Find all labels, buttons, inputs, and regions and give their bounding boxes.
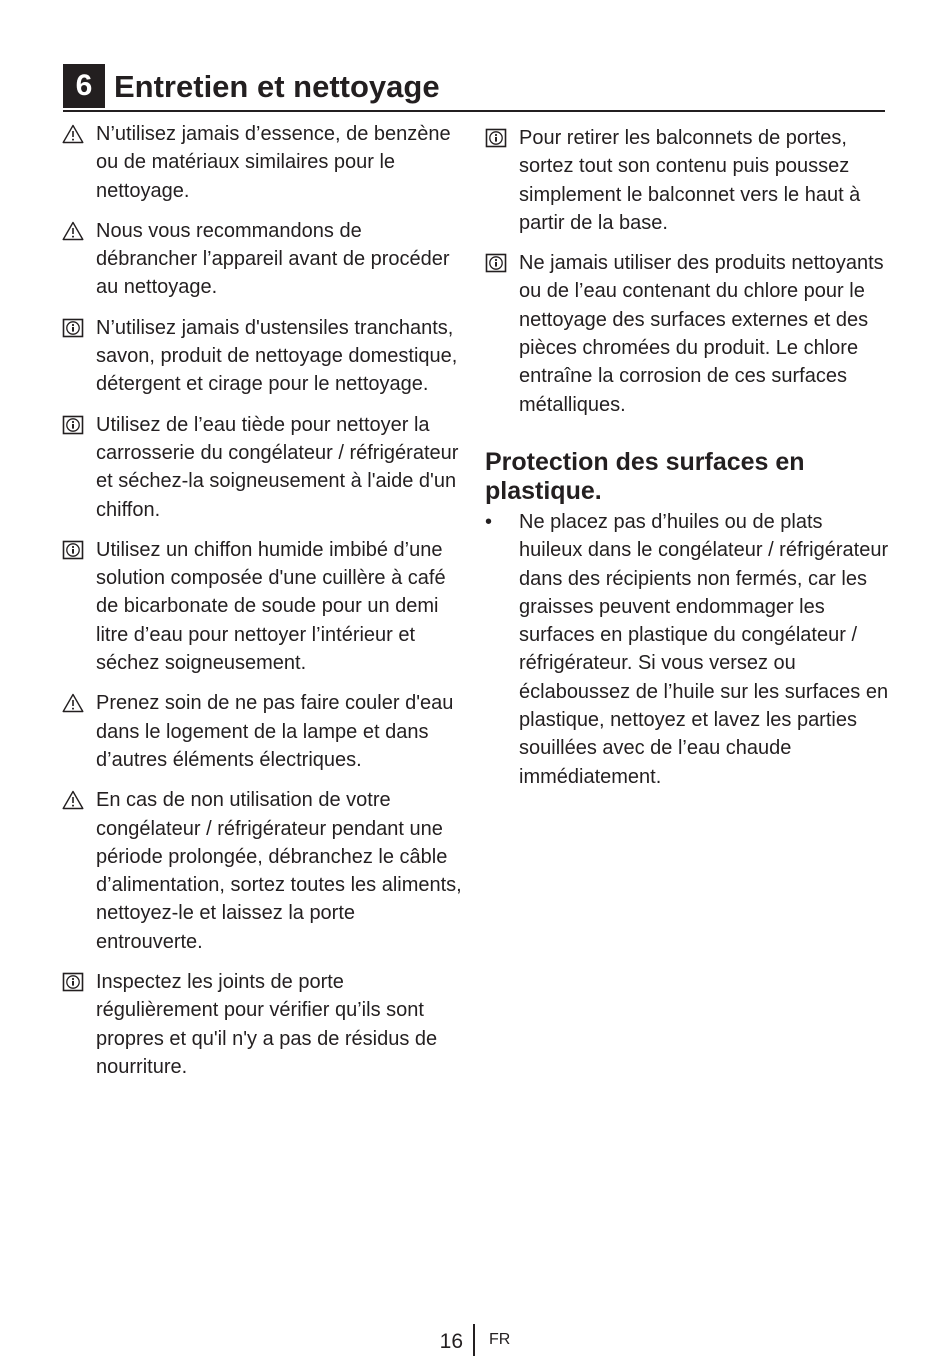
page-number: 16 <box>439 1330 463 1353</box>
warning-icon <box>62 124 84 144</box>
right-column <box>485 124 890 791</box>
instruction-text: N’utilisez jamais d'ustensiles tranchants, savon, produit de nettoyage domestique, détergent et cirage pour le nettoyage. <box>96 316 458 396</box>
instruction-item <box>62 217 467 302</box>
instruction-text: Ne jamais utiliser des produits nettoyants ou de l’eau contenant du chlore pour le nettoyage des surfaces externes et des pièces chromées du produit. Le chlore entraîne la corrosion de ces surfaces métalliques. <box>519 252 884 416</box>
instruction-item <box>62 314 467 399</box>
footer-divider <box>473 1324 475 1356</box>
warning-icon <box>62 790 84 810</box>
info-icon <box>62 318 84 338</box>
instruction-text: Prenez soin de ne pas faire couler d'eau dans le logement de la lampe et dans d’autres éléments électriques. <box>96 692 454 771</box>
chapter-header <box>63 64 885 112</box>
instruction-item <box>485 124 890 237</box>
instruction-item <box>62 689 467 774</box>
bullet-text: Ne placez pas d’huiles ou de plats huileux dans le congélateur / réfrigérateur dans des récipients non fermés, car les graisses peuvent endommager les surfaces en plastique du congélateur / réfrigérateur. Si vous versez ou éclaboussez de l’huile sur les surfaces en plastique, nettoyez et lavez les parties souillées avec de l’eau chaude immédiatement. <box>519 510 889 788</box>
warning-icon <box>62 693 84 713</box>
instruction-text: Utilisez un chiffon humide imbibé d’une solution composée d'une cuillère à café de bicarbonate de soude pour un demi litre d’eau pour nettoyer l’intérieur et séchez soigneusement. <box>96 538 446 675</box>
info-icon <box>62 540 84 560</box>
instruction-text: N’utilisez jamais d’essence, de benzène ou de matériaux similaires pour le nettoyage. <box>96 123 451 202</box>
instruction-text: Nous vous recommandons de débrancher l’appareil avant de procéder au nettoyage. <box>96 219 450 299</box>
instruction-text: Pour retirer les balconnets de portes, sortez tout son contenu puis poussez simplement le balconnet vers le haut à partir de la base. <box>519 127 861 234</box>
instruction-item <box>62 786 467 956</box>
info-icon <box>62 972 84 992</box>
bullet-marker: • <box>485 510 493 533</box>
warning-icon <box>62 221 84 241</box>
instruction-text: Inspectez les joints de porte régulièrement pour vérifier qu’ils sont propres et qu'il n'y a pas de résidus de nourriture. <box>96 971 438 1078</box>
page-footer <box>0 1322 950 1358</box>
info-icon <box>485 253 507 273</box>
instruction-item <box>485 249 890 419</box>
language-code: FR <box>489 1331 511 1348</box>
instruction-item <box>62 536 467 677</box>
left-column <box>62 120 467 1093</box>
chapter-number: 6 <box>63 64 105 108</box>
instruction-item <box>62 968 467 1081</box>
section-title: Protection des surfaces en plastique. <box>485 447 805 505</box>
instruction-text: En cas de non utilisation de votre congélateur / réfrigérateur pendant une période prolongée, débranchez le câble d’alimentation, sortez toutes les aliments, nettoyez-le et laissez la porte entrouverte. <box>96 789 462 953</box>
info-icon <box>62 415 84 435</box>
instruction-item <box>62 411 467 524</box>
bullet-item <box>485 508 890 791</box>
chapter-title: Entretien et nettoyage <box>114 69 440 104</box>
instruction-text: Utilisez de l’eau tiède pour nettoyer la carrosserie du congélateur / réfrigérateur et séchez-la soigneusement à l'aide d'un chiffon. <box>96 413 459 521</box>
info-icon <box>485 128 507 148</box>
instruction-item <box>62 120 467 205</box>
